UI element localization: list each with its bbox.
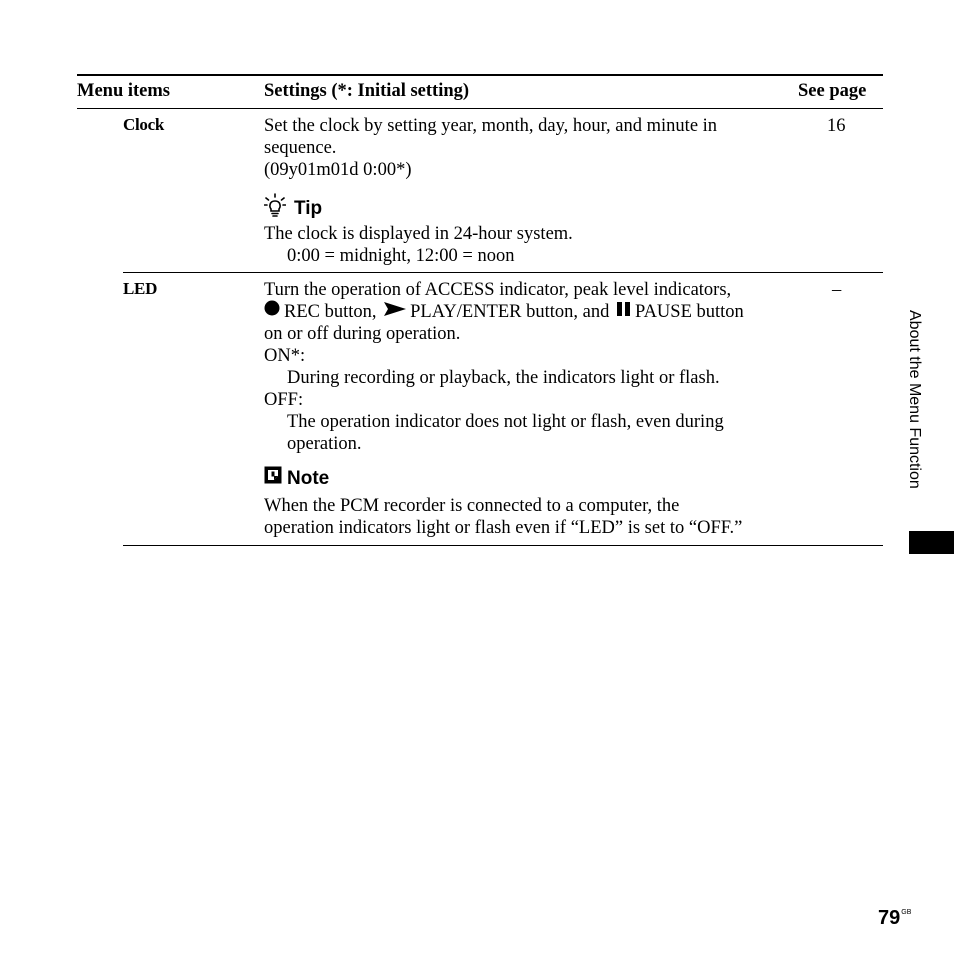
play-button-text: PLAY/ENTER button, and [410, 302, 610, 322]
page-ref: 16 [827, 116, 846, 136]
tip-title: Tip [294, 197, 323, 219]
record-circle-icon [264, 300, 280, 322]
note-heading [264, 466, 329, 491]
note-line: When the PCM recorder is connected to a computer, the [264, 496, 680, 516]
pause-bars-icon [617, 300, 631, 322]
table-header-rule [77, 108, 883, 109]
description-line: sequence. [264, 138, 337, 158]
tip-heading [264, 193, 322, 224]
page-number [878, 907, 911, 930]
clock-description [264, 115, 804, 181]
row-divider [123, 272, 883, 273]
description-line: Turn the operation of ACCESS indicator, peak level indicators, [264, 280, 732, 300]
section-side-tab [896, 310, 936, 522]
note-body [264, 495, 804, 539]
page-ref: – [832, 280, 842, 300]
section-title: About the Menu Function [906, 310, 923, 489]
header-menu-items: Menu items [77, 81, 170, 101]
section-thumb-marker [909, 531, 954, 554]
tip-body [264, 223, 804, 267]
description-line: (09y01m01d 0:00*) [264, 160, 412, 180]
option-off: OFF: [264, 390, 304, 410]
pause-button-text: PAUSE button [634, 302, 744, 322]
menu-item-led: LED [123, 279, 158, 298]
note-icon [264, 466, 282, 491]
page-number-suffix: GB [901, 909, 912, 916]
table-top-rule [77, 74, 883, 76]
option-on: ON*: [264, 346, 306, 366]
note-line: operation indicators light or flash even if “LED” is set to “OFF.” [264, 518, 743, 538]
tip-line: 0:00 = midnight, 12:00 = noon [287, 246, 515, 266]
option-off-description: operation. [287, 434, 362, 454]
led-description [264, 279, 804, 455]
description-line: Set the clock by setting year, month, day, hour, and minute in [264, 116, 718, 136]
menu-item-clock: Clock [123, 115, 165, 134]
option-off-description: The operation indicator does not light or flash, even during [287, 412, 724, 432]
play-triangle-icon [384, 300, 406, 322]
option-on-description: During recording or playback, the indicators light or flash. [287, 368, 720, 388]
page-number-value: 79 [878, 907, 901, 929]
rec-button-text: REC button, [284, 302, 377, 322]
row-divider [123, 545, 883, 546]
tip-line: The clock is displayed in 24-hour system. [264, 224, 573, 244]
note-title: Note [287, 467, 330, 489]
header-settings: Settings (*: Initial setting) [264, 81, 470, 101]
description-line-buttons [264, 301, 804, 323]
header-see-page: See page [798, 81, 867, 101]
lightbulb-icon [264, 193, 286, 224]
description-line: on or off during operation. [264, 324, 461, 344]
